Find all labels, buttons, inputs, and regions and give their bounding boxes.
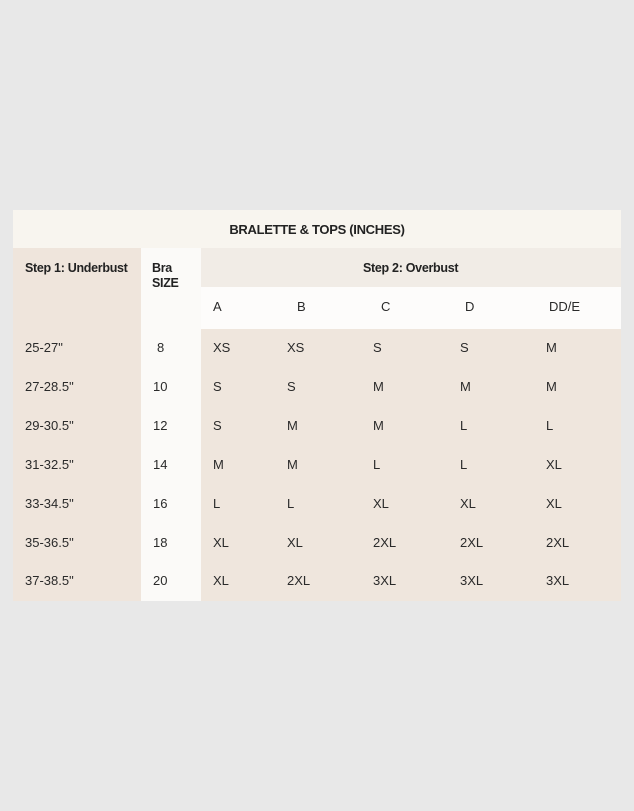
bra-size: 8 (157, 340, 165, 355)
size-cell: M (287, 418, 298, 433)
underbust-range: 37-38.5" (25, 573, 74, 588)
size-cell: M (373, 379, 384, 394)
size-cell: XL (460, 496, 476, 511)
size-cell: XL (546, 457, 562, 472)
size-cell: 2XL (460, 535, 484, 550)
size-cell: S (373, 340, 382, 355)
underbust-header: Step 1: Underbust (25, 261, 128, 275)
size-cell: S (213, 379, 222, 394)
size-cell: L (460, 418, 468, 433)
size-cell: 3XL (373, 573, 397, 588)
size-cell: S (460, 340, 469, 355)
size-cell: M (460, 379, 471, 394)
size-cell: 3XL (460, 573, 484, 588)
bra-size: 18 (153, 535, 168, 550)
size-cell: XS (287, 340, 305, 355)
size-cell: 2XL (546, 535, 570, 550)
cup-label: B (297, 299, 306, 314)
size-cell: L (460, 457, 468, 472)
chart-title: BRALETTE & TOPS (INCHES) (13, 210, 621, 248)
bra-size-header-line2: SIZE (152, 276, 179, 290)
size-cell: XL (373, 496, 389, 511)
bra-size: 16 (153, 496, 168, 511)
bra-size: 20 (153, 573, 168, 588)
cup-label: DD/E (549, 299, 581, 314)
size-cell: M (546, 340, 557, 355)
size-cell: XS (213, 340, 231, 355)
size-cell: 3XL (546, 573, 570, 588)
bra-size: 14 (153, 457, 168, 472)
size-cell: S (213, 418, 222, 433)
cup-label: C (381, 299, 391, 314)
underbust-range: 29-30.5" (25, 418, 74, 433)
underbust-range: 27-28.5" (25, 379, 74, 394)
size-cell: L (546, 418, 554, 433)
size-cell: 2XL (373, 535, 397, 550)
bra-size: 12 (153, 418, 168, 433)
size-cell: M (373, 418, 384, 433)
size-cell: 2XL (287, 573, 311, 588)
underbust-range: 35-36.5" (25, 535, 74, 550)
cup-label: A (213, 299, 222, 314)
size-cell: L (213, 496, 221, 511)
size-cell: S (287, 379, 296, 394)
size-cell: M (546, 379, 557, 394)
underbust-range: 33-34.5" (25, 496, 74, 511)
cup-label: D (465, 299, 475, 314)
bra-size-header-line1: Bra (152, 261, 172, 275)
size-cell: XL (287, 535, 303, 550)
size-cell: L (373, 457, 381, 472)
size-cell: M (213, 457, 224, 472)
bra-size-column-bg (141, 248, 201, 601)
size-cell: XL (213, 535, 229, 550)
overbust-header: Step 2: Overbust (363, 261, 459, 275)
size-cell: XL (213, 573, 229, 588)
size-cell: M (287, 457, 298, 472)
size-cell: XL (546, 496, 562, 511)
bra-size: 10 (153, 379, 168, 394)
size-chart (13, 210, 621, 601)
size-cell: L (287, 496, 295, 511)
underbust-range: 25-27" (25, 340, 63, 355)
underbust-range: 31-32.5" (25, 457, 74, 472)
